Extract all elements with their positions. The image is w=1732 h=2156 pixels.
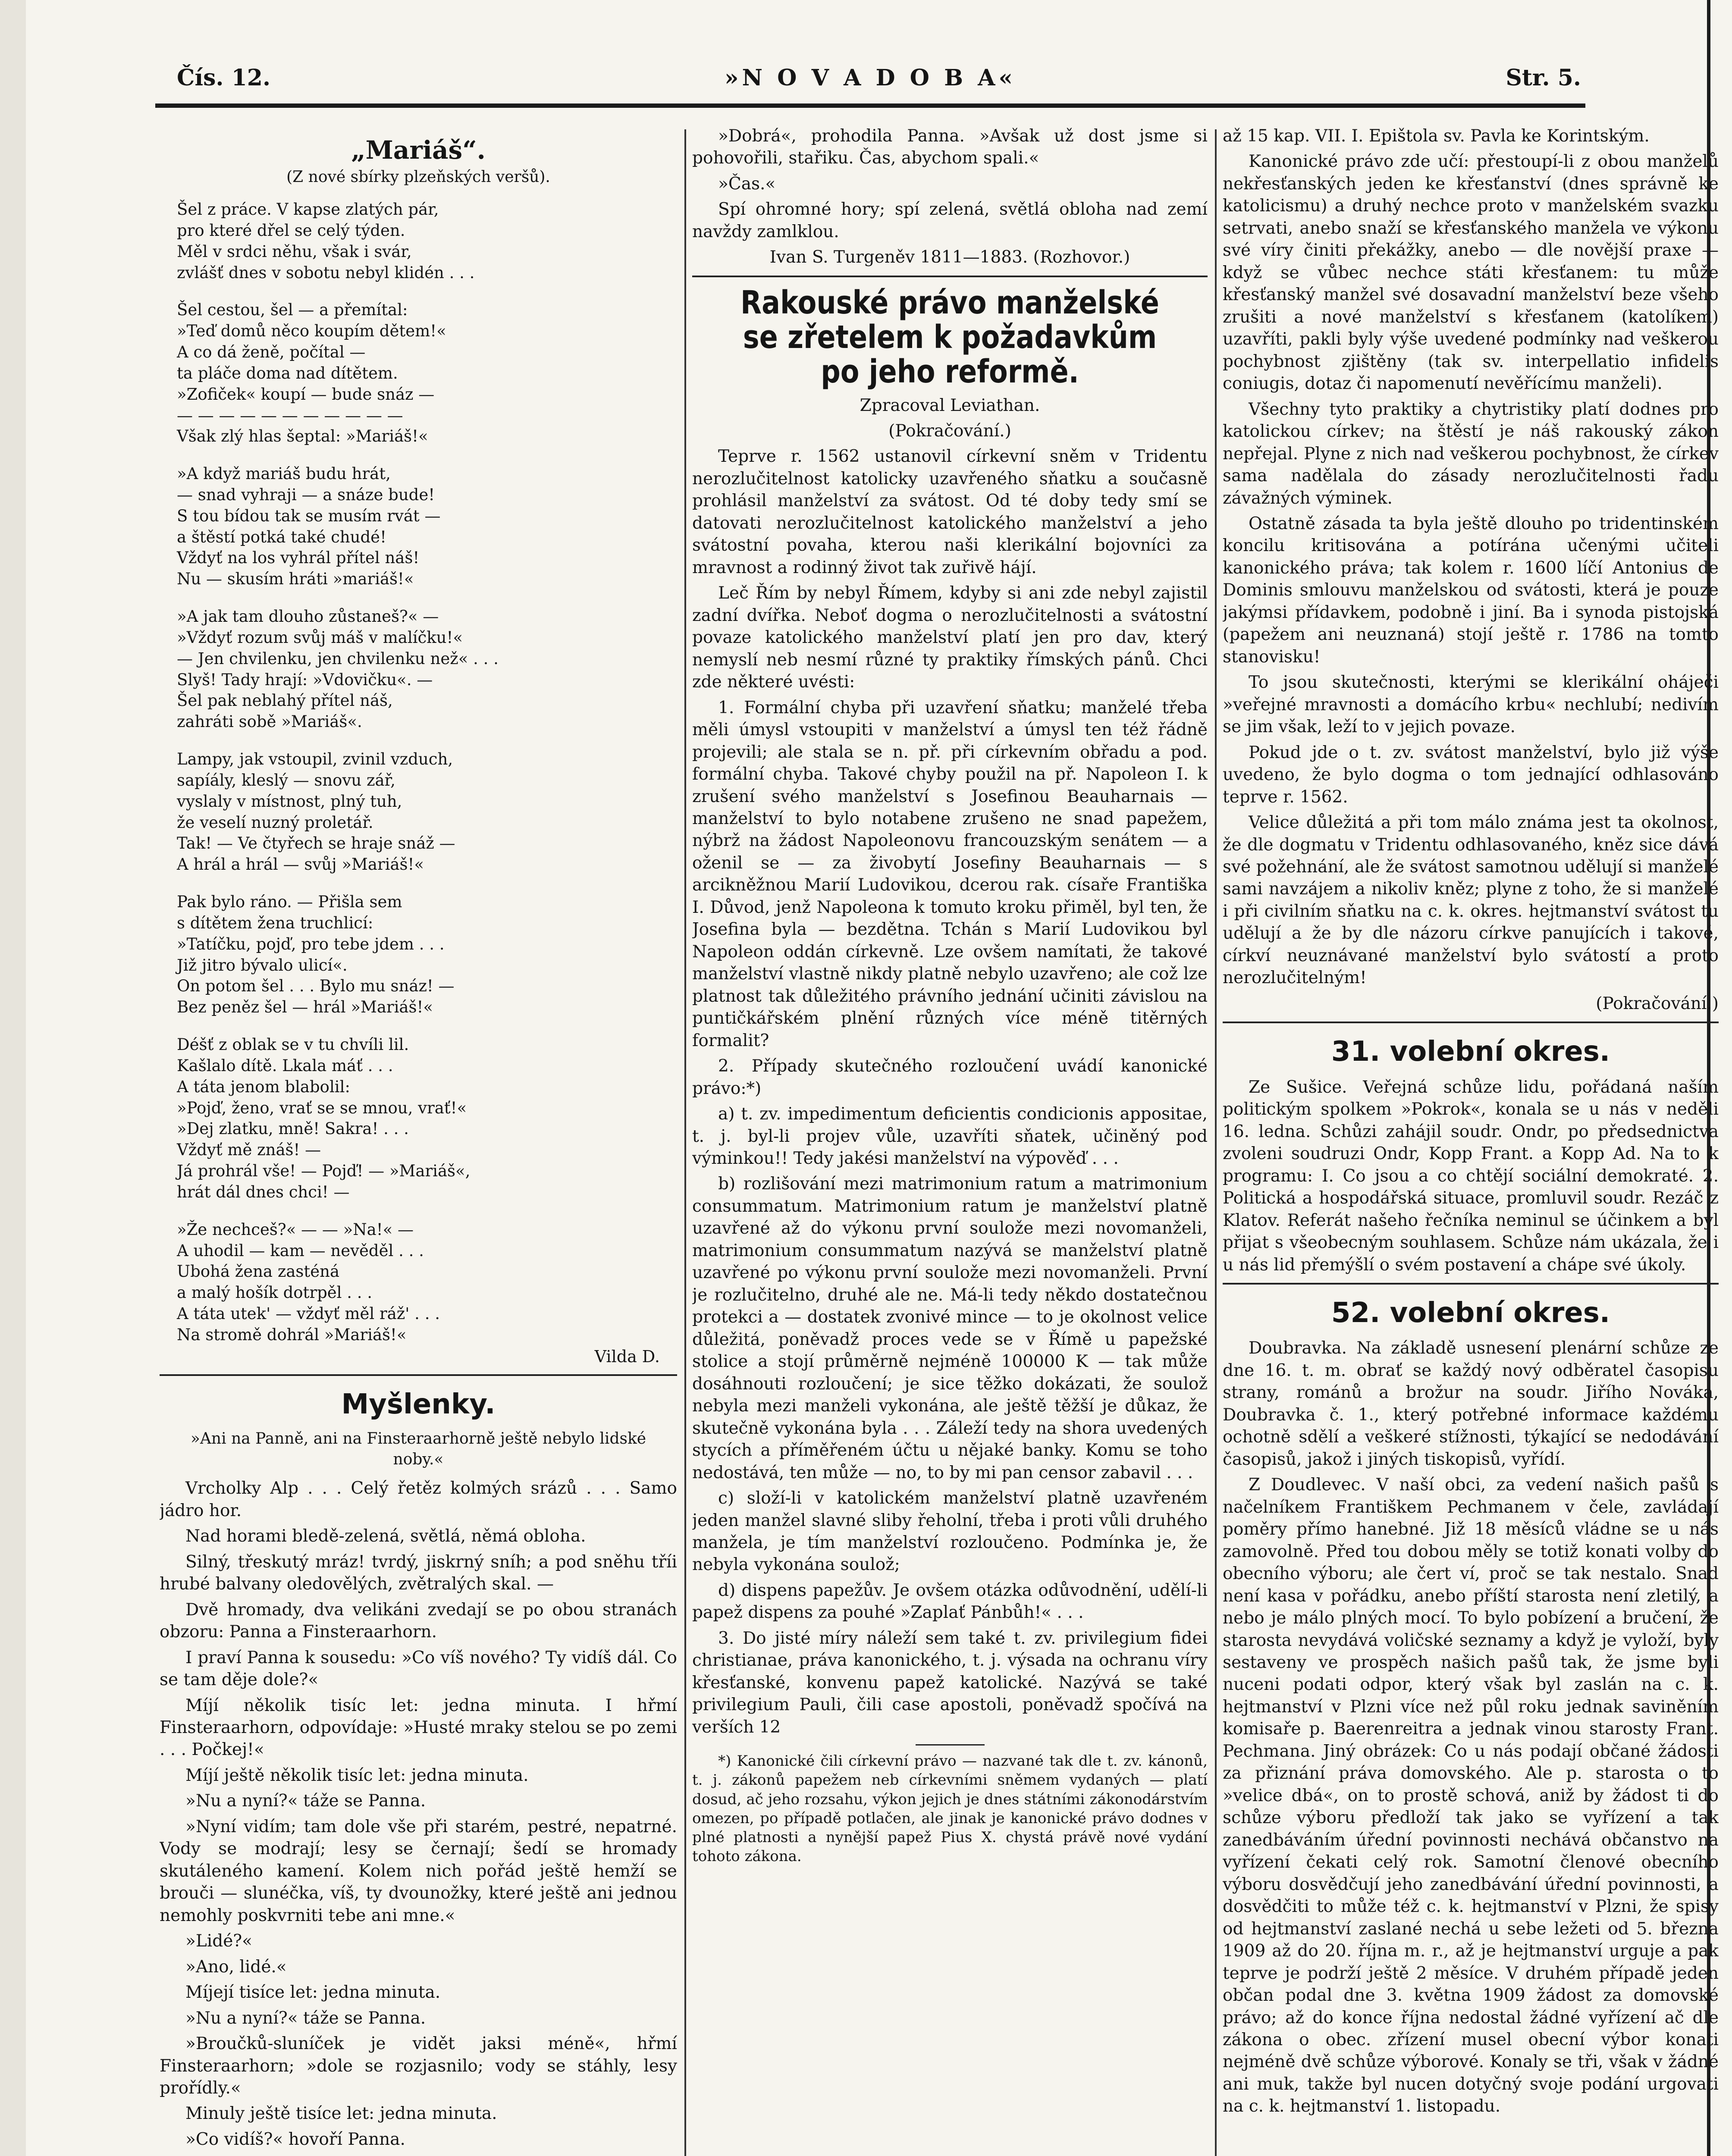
article-title: Rakouské právo manželské se zřetelem k požadavkům po jeho reformě. xyxy=(740,284,1159,390)
section-divider xyxy=(1223,1022,1719,1023)
paragraph: Ze Sušice. Veřejná schůze lidu, pořádaná naším politickým spolkem »Pokrok«, konala se u nás v neděli 16. ledna. Schůzi zahájil soudr. Ondr, po předsednictva zvoleni soudruzi Ondr, Kopp Frant. a Kopp Ad. Na to k programu: I. Co jsou a co chtějí sociální demokraté. 2. Politická a hospodářská situace, promluvil soudr. Rezáč z Klatov. Referát našeho řečníka neminul se účinkem a byl přijat s všeobecným souhlasem. Schůze nám ukázala, že i u nás lid přemýšlí o svém postavení a chápe své úkoly. xyxy=(1223,1077,1719,1275)
paragraph: 3. Do jisté míry náleží sem také t. zv. privilegium fidei christianae, práva kanonického, t. j. výsada na ochranu víry křesťanské, konvenu papež katolické. Nazývá se také privilegium Pauli, čili case apostoli, poněvadž spočívá na verších 12 xyxy=(692,1628,1208,1737)
paragraph: Všechny tyto praktiky a chytristiky platí dodnes pro katolickou církev; na štěstí je náš rakouský zákon nepřejal. Plyne z nich nad veškerou pochybnost, že církev sama nadělala do zásady nerozlučitelnosti řadu závažných výminek. xyxy=(1223,399,1719,508)
attribution: Ivan S. Turgeněv 1811—1883. (Rozhovor.) xyxy=(769,248,1130,267)
district-52-title: 52. volební okres. xyxy=(1331,1297,1610,1329)
paragraph: Kanonické právo zde učí: přestoupí-li z obou manželů nekřesťanských jeden ke křesťanství (dnes správně ke katolicismu) a druhý nechce proto v manželském svazku setrvati, anebo snaží se křesťanského manžela ve výkonu své víry činiti překážky, anebo — dle novější praxe — když se vůbec nechce státi křesťanem: tu může křesťanský manžel své dosavadní manželství beze všeho zrušiti a nové manželství s křesťanem (katolíkem) uzavříti, pakli byly výše uvedené podmínky nad veškerou pochybnost zjištěny (tak sv. interpellatio infidelis coniugis, dotaz či napomenutí nevěřícímu manželi). xyxy=(1223,152,1719,394)
paragraph: 1. Formální chyba při uzavření sňatku; manželé třeba měli úmysl vstoupiti v manželství a úmysl ten též řádně projevili; ale stala se n. př. při církevním obřadu a pod. formální chyba. Takové chyby použil na př. Napoleon I. k zrušení svého manželství s Josefinou Beauharnais — manželství to bylo notabene zrušeno ne snad papežem, nýbrž na žádost Napoleonovu francouzským senátem — a oženil se — za živobytí Josefiny Beauharnais — s arcikněžnou Marií Ludovikou, dcerou rak. císaře Františka I. Důvod, jenž Napoleona k tomuto kroku přiměl, byl ten, že Josefina byla — bezdětna. Tchán s Marií Ludovikou byl Napoleon oddán církevně. Lze ovšem namítati, že takové manželství vlastně nikdy platně nebylo uzavřeno; ale což lze platnost tak důležitého právního jednání učiniti závislou na puntičkářském plnění různých více méně titěrných formalit? xyxy=(692,698,1208,1050)
paragraph: »Čas.« xyxy=(718,174,776,194)
paragraph: Vrcholky Alp . . . Celý řetěz kolmých srázů . . . Samo jádro hor. xyxy=(160,1479,677,1520)
paragraph: »Ano, lidé.« xyxy=(185,1957,287,1977)
paragraph: Spí ohromné hory; spí zelená, světlá obloha nad zemí navždy zamlklou. xyxy=(692,200,1208,241)
paragraph: Pokud jde o t. zv. svátost manželství, bylo již výše uvedeno, že bylo dogma o tom jednající odhlasováno teprve r. 1562. xyxy=(1223,743,1719,807)
paragraph: To jsou skutečnosti, kterými se klerikální oháječi »veřejné mravnosti a domácího krbu« nechlubí; nedivím se jim však, leží to v jejich povaze. xyxy=(1223,673,1719,737)
paragraph: Velice důležitá a při tom málo známa jest ta okolnost, že dle dogmatu v Tridentu odhlasovaného, kněz sice dává své požehnání, ale že svátost samotnou udělují si manželé sami navzájem a nikoliv kněz; plyne z toho, že si manželé i při civilním sňatku na c. k. okres. hejtmanství svátost tu udělují a že by dle názoru církve panujících i takové, církví neuznávané manželství bylo svátostí a proto nerozlučitelným! xyxy=(1223,813,1719,988)
paragraph: Míjí několik tisíc let: jedna minuta. I hřmí Finsteraarhorn, odpovídaje: »Husté mraky stelou se po zemi . . . Počkej!« xyxy=(160,1695,677,1760)
paragraph: »Nu a nyní?« táže se Panna. xyxy=(185,2008,426,2028)
paragraph: Dvě hromady, dva velikáni zvedají se po obou stranách obzoru: Panna a Finsteraarhorn. xyxy=(160,1600,677,1642)
page-number: Str. 5. xyxy=(1506,65,1581,91)
article-byline: Zpracoval Leviathan. xyxy=(860,395,1040,415)
poem-stanza: »Že nechceš?« — — »Na!« — A uhodil — kam — nevěděl . . . Ubohá žena zasténá a malý hošík dotrpěl . . . A táta utek' — vždyť měl ráž' . . . Na stromě dohrál »Mariáš!« xyxy=(177,1220,440,1344)
paragraph: »Nyní vidím; tam dole vše při starém, pestré, nepatrné. Vody se modrají; lesy se černají; šedí se hromady skutáleného kamení. Kolem nich pořád ještě hemží se brouči — slunéčka, víš, ty dvounožky, které ještě ani jednou nemohly poskvrniti tebe ani mne.« xyxy=(160,1817,677,1925)
poem-stanza: Pak bylo ráno. — Přišla sem s dítětem žena truchlicí: »Tatíčku, pojď, pro tebe jdem . . . Již jitro bývalo ulicí«. On potom šel . . . Bylo mu snáz! — Bez peněz šel — hrál »Mariáš!« xyxy=(177,893,455,1017)
poem-subtitle: (Z nové sbírky plzeňských veršů). xyxy=(286,168,550,186)
article-continued: (Pokračování.) xyxy=(888,421,1011,441)
paragraph: Leč Řím by nebyl Římem, kdyby si ani zde nebyl zajistil zadní dvířka. Neboť dogma o nerozlučitelnosti a svátostní povaze katolického manželství platí jen pro dav, který nemyslí neb nesmí různé ty praktiky římských pánů. Chci zde některé uvésti: xyxy=(692,583,1208,692)
paragraph: Teprve r. 1562 ustanovil církevní sněm v Tridentu nerozlučitelnost katolicky uzavřeného sňatku a současně prohlásil manželství za svátost. Od té doby tedy smí se datovati nerozlučitelnost katolického manželství a jeho svátostní povaha, kterou naši klerikální bojovníci za mravnost a rodinný život tak zuřivě hájí. xyxy=(692,447,1208,577)
paragraph: »Co vidíš?« hovoří Panna. xyxy=(185,2129,405,2149)
paragraph: b) rozlišování mezi matrimonium ratum a matrimonium consummatum. Matrimonium ratum je manželství platně uzavřené až do výkonu první soulože mezi novomanželi, matrimonium consummatum nazývá se manželství platně uzavřené po výkonu první soulože mezi novomanželi. První je rozlučitelno, druhé ale ne. Má-li tedy někdo dostatečnou protekci a — dostatek zvonivé mince — to je okolnost velice důležitá, poněvadž proces vede se v Římě u papežské stolice a stojí průměrně nejméně 100000 K — tak může dosáhnouti rozloučení; je sice těžko dokázati, že soulož nebyla mezi manželi vykonána, ale ještě těžší je důkaz, že skutečně vykonána byla . . . Záleží tedy na shora uvedených stycích a příměřeném účtu u nějaké banky. Komu se toho nedostává, ten může — no, to by mi pan censor zabavil . . . xyxy=(692,1174,1208,1482)
section-divider xyxy=(160,1374,677,1376)
column-2 xyxy=(692,125,1208,2156)
district-31-title: 31. volební okres. xyxy=(1331,1036,1610,1068)
footnote-rule xyxy=(916,1744,985,1745)
paragraph: Nad horami bledě-zelená, světlá, němá obloha. xyxy=(185,1526,586,1546)
paragraph: Míjí ještě několik tisíc let: jedna minuta. xyxy=(185,1765,529,1785)
footnote: *) Kanonické čili církevní právo — nazvané tak dle t. zv. kánonů, t. j. zákonů papežem neb církevními sněmem vydaných — platí dosud, ač jeho rozsahu, výkon jejich je dnes státními zákonodárstvím omezen, po případě potlačen, ale jinak je kanonické právo dodnes v plné platnosti a nynější papež Pius X. chystá právě nové vydání tohoto zákona. xyxy=(692,1752,1208,1865)
masthead: »N O V A D O B A« xyxy=(725,65,1016,91)
poem-stanza: Šel z práce. V kapse zlatých pár, pro které dřel se celý týden. Měl v srdci něhu, však i svár, zvlášť dnes v sobotu nebyl klidén . . . xyxy=(177,200,475,282)
paragraph xyxy=(160,2154,677,2156)
paragraph: Doubravka. Na základě usnesení plenární schůze ze dne 16. t. m. obrať se každý nový odběratel časopisu strany, románů a brožur na soudr. Jiřího Nováka, Doubravka č. 1., který potřebné informace každému ochotně sdělí a veškeré stížnosti, týkající se nedodávání časopisů, jakož i jiných tiskopisů, vyřídí. xyxy=(1223,1338,1719,1469)
paragraph: I praví Panna k sousedu: »Co víš nového? Ty vidíš dál. Co se tam děje dole?« xyxy=(160,1648,677,1690)
paragraph: až 15 kap. VII. I. Epištola sv. Pavla ke Korintským. xyxy=(1223,126,1650,146)
paragraph: a) t. zv. impedimentum deficientis condicionis appositae, t. j. byl-li projev vůle, uzavříti sňatek, učiněný pod výminkou!! Tedy jakési manželství na výpověď . . . xyxy=(692,1104,1208,1168)
paragraph: d) dispens papežův. Je ovšem otázka odůvodnění, udělí-li papež dispens za pouhé »Zaplať Pánbůh!« . . . xyxy=(692,1580,1208,1623)
essay-epigraph: »Ani na Panně, ani na Finsteraarhorně ještě nebylo lidské noby.« xyxy=(190,1430,646,1468)
column-rule xyxy=(1215,129,1217,2156)
page-binding-edge xyxy=(0,0,26,2156)
paragraph: Silný, třeskutý mráz! tvrdý, jiskrný sníh; a pod sněhu tříi hrubé balvany oledovělých, zvětralých skal. — xyxy=(160,1552,677,1594)
poem-stanza: »A když mariáš budu hrát, — snad vyhraji — a snáze bude! S tou bídou tak se musím rvát — a štěstí potká také chudé! Vždyť na los vyhrál přítel náš! Nu — skusím hráti »mariáš!« xyxy=(177,464,441,589)
paragraph: »Broučků-sluníček je vidět jaksi méně«, hřmí Finsteraarhorn; »dole se rozjasnilo; vody se stáhly, lesy prořídly.« xyxy=(160,2034,677,2098)
poem-stanza: Šel cestou, šel — a přemítal: »Teď domů něco koupím dětem!« A co dá ženě, počítal — ta pláče doma nad dítětem. »Zofiček« koupí — bude snáz — — — — — — — — — — — — Však zlý hlas šeptal: »Mariáš!« xyxy=(177,301,446,446)
paragraph: Z Doudlevec. V naší obci, za vedení našich pašů s načelníkem Františkem Pechmanem v čele, zavládají poměry přímo hanebné. Již 18 měsíců vládne se u nás zamovolně. Před tou dobou měly se totiž konati volby do obecního výboru; ale čert ví, proč se tak nestalo. Snad není kasa v pořádku, anebo příští starosta není zletilý, a nebo je málo plných mocí. To bylo pobízení a bručení, že starosta nevydává voličské seznamy a když je vyloží, byly sestaveny ve prospěch našich pašů tak, že jsme byli nuceni podati odpor, který však byl zaslán na c. k. hejtmanství v Plzni více než půl roku jednak saviněním komisaře p. Baerenreitra a jednak vinou starosty Frant. Pechmana. Jiný obrázek: Co u nás podají občané žádosti za přiznání práva domovského. Ale p. starosta o to »velice dbá«, on to prostě schová, aniž by žádost ti do schůze výboru předloží tak jako se vyřízení a tak zanedbáváním úřední povinnosti nechává občanstvo na vyřízení čekati celý rok. Samotní členové obecního výboru dosvědčují jeho zanedbávání úřední povinnosti, a dosvědčiti to může též c. k. hejtmanství v Plzni, že spisy od hejtmanství zaslané nechá u sebe ležeti od 5. března 1909 až do 20. října m. r., až je hejtmanství urguje a pak teprve je podrží ještě 2 měsíce. V druhém případě jeden občan podal dne 3. května 1909 žádost za domovské právo; až do konce října nedostal žádné vyřízení ač dle zákona o obec. zřízení musel obecní výbor konati nejméně dvě schůze výborové. Konaly se tři, však v žádné ani muk, takže byl nucen dotyčný svoje podání urgovati na c. k. hejtmanství 1. listopadu. xyxy=(1223,1475,1719,2116)
poem-stanza: Lampy, jak vstoupil, zvinil vzduch, sapíály, kleslý — snovu zář, vyslaly v místnost, plný tuh, že veselí nuzný proletář. Tak! — Ve čtyřech se hraje snáž — A hrál a hrál — svůj »Mariáš!« xyxy=(177,750,455,874)
paragraph: c) složí-li v katolickém manželství platně uzavřeném jeden manžel slavné sliby řeholní, třeba i proti vůli druhého manžela, je tím manželství rozloučeno. Podmínka je, že nebyla vykonána soulož; xyxy=(692,1489,1208,1575)
page-header xyxy=(155,65,1585,121)
poem-title: „Mariáš“. xyxy=(351,135,486,165)
issue-number: Čís. 12. xyxy=(177,65,271,91)
paragraph: Ostatně zásada ta byla ještě dlouho po tridentinském koncilu kritisována a potírána učenými učiteli kanonického práva; tak kolem r. 1600 líčí Antonius de Dominis smlouvu manželskou od svátosti, která je pouze jakýmsi přídavkem, podobně i jiní. Ba i synoda pistojská (papežem ani neuznaná) stojí ještě r. 1786 na tomto stanovisku! xyxy=(1223,514,1719,667)
section-divider xyxy=(692,276,1208,277)
poem-signature: Vilda D. xyxy=(594,1347,660,1366)
section-divider xyxy=(1223,1283,1719,1285)
column-3 xyxy=(1223,125,1719,2156)
essay-title: Myšlenky. xyxy=(341,1388,496,1420)
column-1 xyxy=(160,125,677,2156)
paragraph: »Lidé?« xyxy=(185,1931,253,1951)
paragraph: Míjejí tisíce let: jedna minuta. xyxy=(185,1983,441,2002)
poem-stanza: Déšť z oblak se v tu chvíli lil. Kašlalo dítě. Lkala máť . . . A táta jenom blabolil: »Pojď, ženo, vrať se se mnou, vrať!« »Dej zlatku, mně! Sakra! . . . Vždyť mě znáš! — Já prohrál vše! — Pojď! — »Mariáš«, hrát dál dnes chci! — xyxy=(177,1035,471,1201)
poem-stanza: »A jak tam dlouho zůstaneš?« — »Vždyť rozum svůj máš v malíčku!« — Jen chvilenku, jen chvilenku než« . . . Slyš! Tady hrají: »Vdovičku«. — Šel pak neblahý přítel náš, zahráti sobě »Mariáš«. xyxy=(177,607,499,731)
paragraph: »Dobrá«, prohodila Panna. »Avšak už dost jsme si pohovořili, stařiku. Čas, abychom spali.« xyxy=(692,126,1208,168)
column-rule xyxy=(684,129,686,2156)
paragraph: »Nu a nyní?« táže se Panna. xyxy=(185,1791,426,1811)
header-rule xyxy=(155,103,1585,108)
paragraph: Minuly ještě tisíce let: jedna minuta. xyxy=(185,2104,497,2124)
article-continued: (Pokračování.) xyxy=(1596,993,1719,1013)
paragraph: 2. Případy skutečného rozloučení uvádí kanonické právo:*) xyxy=(692,1056,1208,1098)
